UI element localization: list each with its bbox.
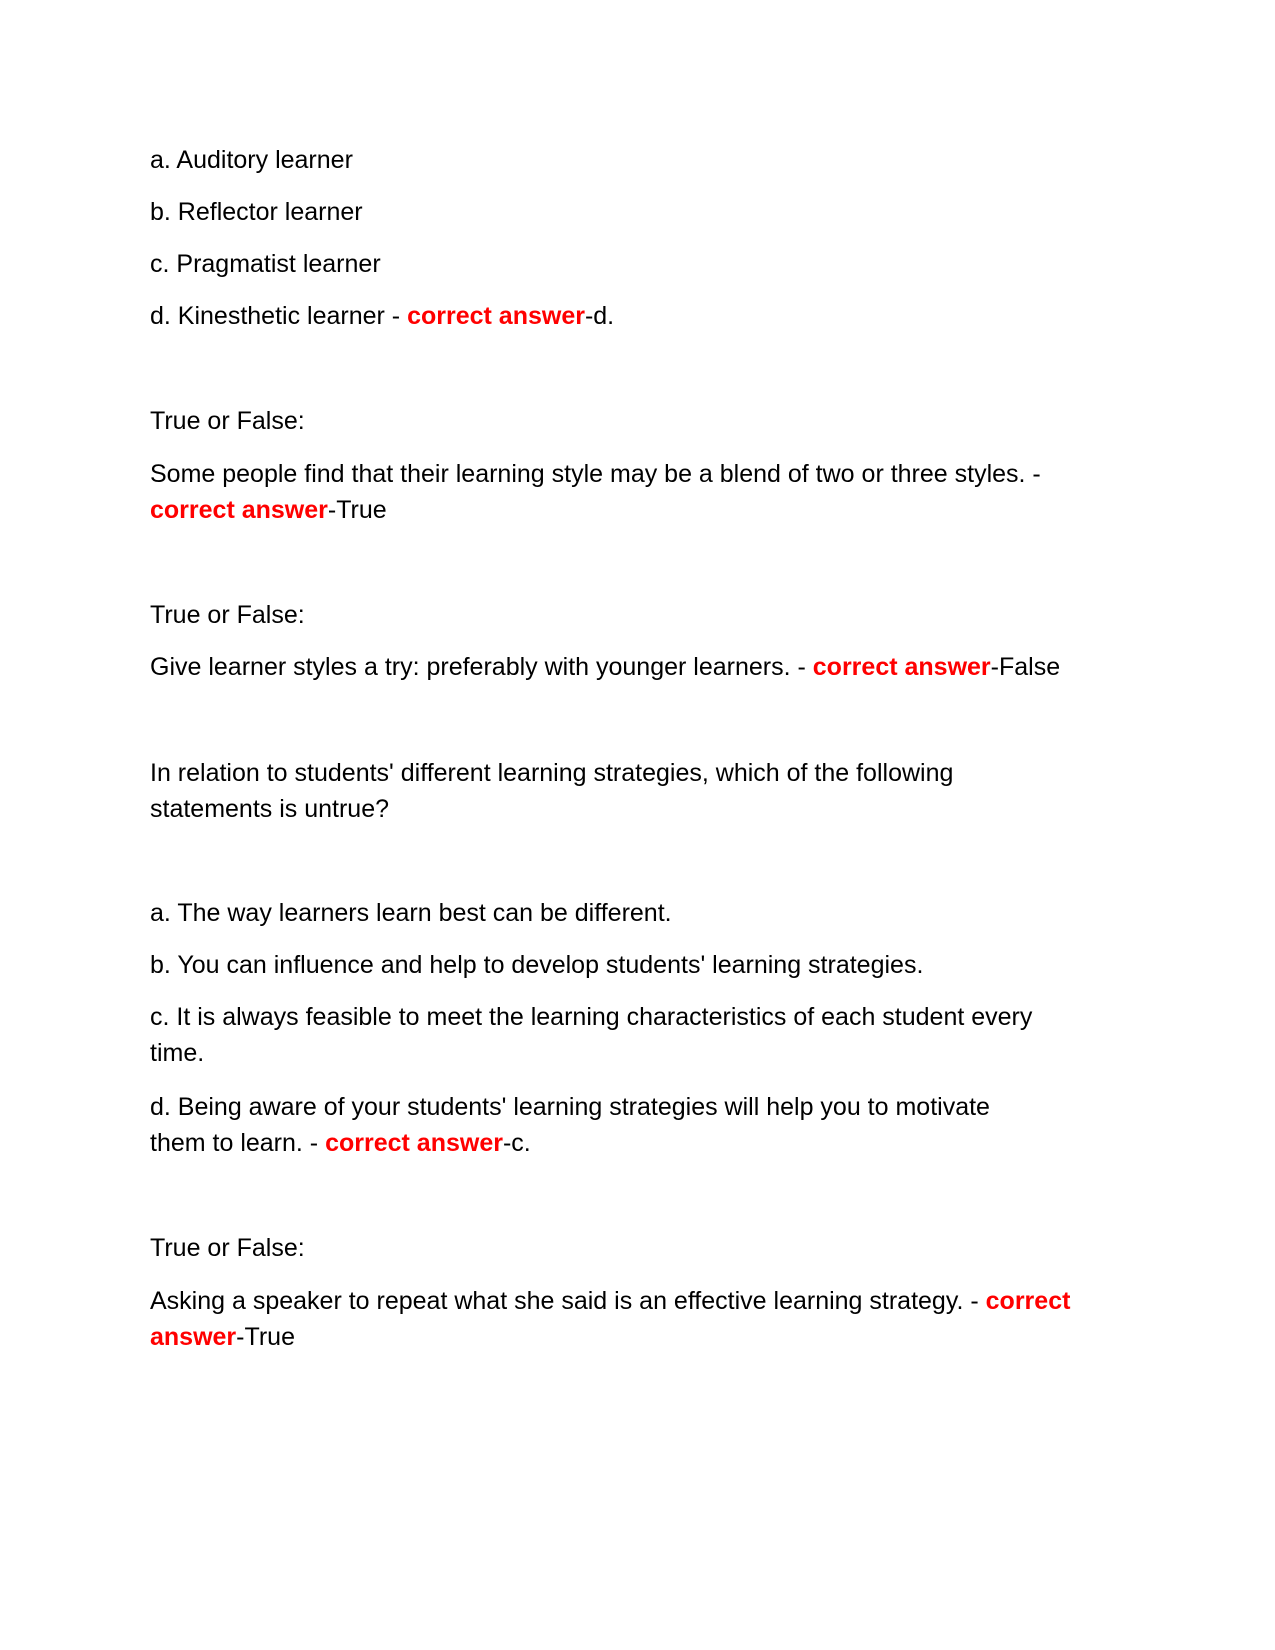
q5-heading: True or False: <box>150 1234 305 1262</box>
q1-option-b: b. Reflector learner <box>150 198 363 226</box>
q2-answer <box>150 491 1130 529</box>
q4-question-line1: In relation to students' different learning strategies, which of the following <box>150 759 954 787</box>
q5-statement-line1 <box>150 1282 1130 1320</box>
q1-option-d-text: d. Kinesthetic learner - <box>150 302 408 330</box>
q4-option-c-line1: c. It is always feasible to meet the learning characteristics of each student every <box>150 1003 1033 1031</box>
q5-answer-label-part1: correct <box>985 1287 1071 1315</box>
q1-option-c: c. Pragmatist learner <box>150 250 381 278</box>
q2-statement: Some people find that their learning style may be a blend of two or three styles. - <box>150 460 1041 488</box>
q4-option-a: a. The way learners learn best can be different. <box>150 899 672 927</box>
q3-statement <box>150 648 1130 686</box>
q4-answer-label: correct answer <box>325 1129 503 1157</box>
q3-answer-value: -False <box>990 653 1061 681</box>
q5-answer-line <box>150 1318 1130 1356</box>
q4-question-line2: statements is untrue? <box>150 795 390 823</box>
q5-answer-label-part2: answer <box>150 1323 237 1351</box>
q1-answer-label: correct answer <box>407 302 585 330</box>
q3-statement-text: Give learner styles a try: preferably with younger learners. - <box>150 653 813 681</box>
q4-answer-value: -c. <box>502 1129 531 1157</box>
q5-statement-text: Asking a speaker to repeat what she said is an effective learning strategy. - <box>150 1287 986 1315</box>
q4-option-c-line2: time. <box>150 1039 205 1067</box>
q1-answer-value: -d. <box>584 302 615 330</box>
q1-option-a: a. Auditory learner <box>150 146 353 174</box>
q3-heading: True or False: <box>150 601 305 629</box>
q2-answer-label: correct answer <box>150 496 328 524</box>
q2-heading: True or False: <box>150 407 305 435</box>
q4-option-b: b. You can influence and help to develop students' learning strategies. <box>150 951 924 979</box>
q3-answer-label: correct answer <box>812 653 991 681</box>
q4-option-d-line2 <box>150 1124 1130 1162</box>
q4-option-d-text: them to learn. - <box>150 1129 326 1157</box>
q1-option-d <box>150 297 1130 335</box>
q4-option-d-line1: d. Being aware of your students' learning strategies will help you to motivate <box>150 1093 990 1121</box>
q2-answer-value: -True <box>327 496 387 524</box>
q5-answer-value: -True <box>236 1323 295 1351</box>
